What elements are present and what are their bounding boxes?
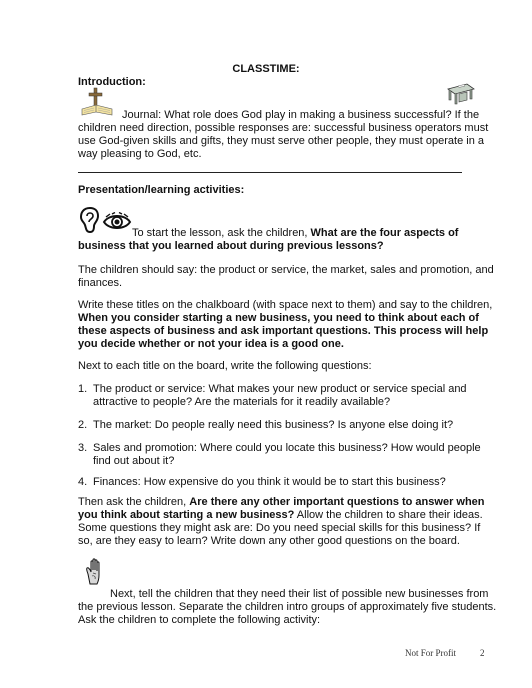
hand-icon: [84, 558, 106, 586]
page-title: CLASSTIME:: [232, 63, 300, 75]
other-questions-paragraph: Then ask the children, Are there any other important questions to answer when you think about starting a new business? Allow the children to share their ideas. Some questions they might ask are: Do you need special skills for this business? If so, are they easy to learn? Write down any other good questions on the board.: [78, 496, 485, 547]
chalkboard-paragraph: Write these titles on the chalkboard (with space next to them) and say to the children, When you consider starting a new business, you need to think about each of these aspects of business and ask important questions. This process will help you decide whether or not your idea is a good one.: [78, 299, 493, 350]
intro-question-paragraph: To start the lesson, ask the children, What are the four aspects of business that you learned about during previous lessons?: [78, 227, 459, 252]
consider-business-statement: When you consider starting a new business, you need to think about each of these aspects of business and ask important questions. This process will help you decide whether or not your idea is a good one.: [78, 312, 489, 350]
desk-icon: [445, 80, 477, 108]
list-item: 1. The product or service: What makes your new product or service special and attractive to people? Are the materials for it readily available?: [78, 383, 467, 408]
group-activity-paragraph: Next, tell the children that they need their list of possible new businesses from the previous lesson. Separate the children intro groups of approximately five students. Ask the children to complete the following activity:: [78, 588, 497, 626]
other-questions-prompt: Are there any other important questions to answer when you think about starting a new business?: [78, 496, 485, 521]
four-aspects-question: What are the four aspects of business that you learned about during previous lessons?: [78, 227, 459, 252]
children-answer-paragraph: The children should say: the product or service, the market, sales and promotion, and finances.: [78, 264, 494, 289]
list-item: 2. The market: Do people really need this business? Is anyone else doing it?: [78, 419, 454, 431]
introduction-heading: Introduction:: [78, 76, 146, 88]
journal-paragraph: [78, 109, 498, 161]
list-item: 3. Sales and promotion: Where could you locate this business? How would people find out about it?: [78, 442, 481, 467]
list-item: 4. Finances: How expensive do you think it would be to start this business?: [78, 476, 446, 488]
footer-note: Not For Profit: [405, 648, 457, 658]
page-number: 2: [480, 648, 485, 658]
questions-intro-paragraph: Next to each title on the board, write the following questions:: [78, 360, 372, 372]
journal-text: Journal: What role does God play in making a business successful? If the children need direction, possible responses are: successful business operators must use God-given skills and gifts, they must serve other people, they must operate in a way pleasing to God, etc.: [78, 109, 489, 160]
section-divider: [78, 172, 462, 173]
presentation-heading: Presentation/learning activities:: [78, 184, 245, 196]
